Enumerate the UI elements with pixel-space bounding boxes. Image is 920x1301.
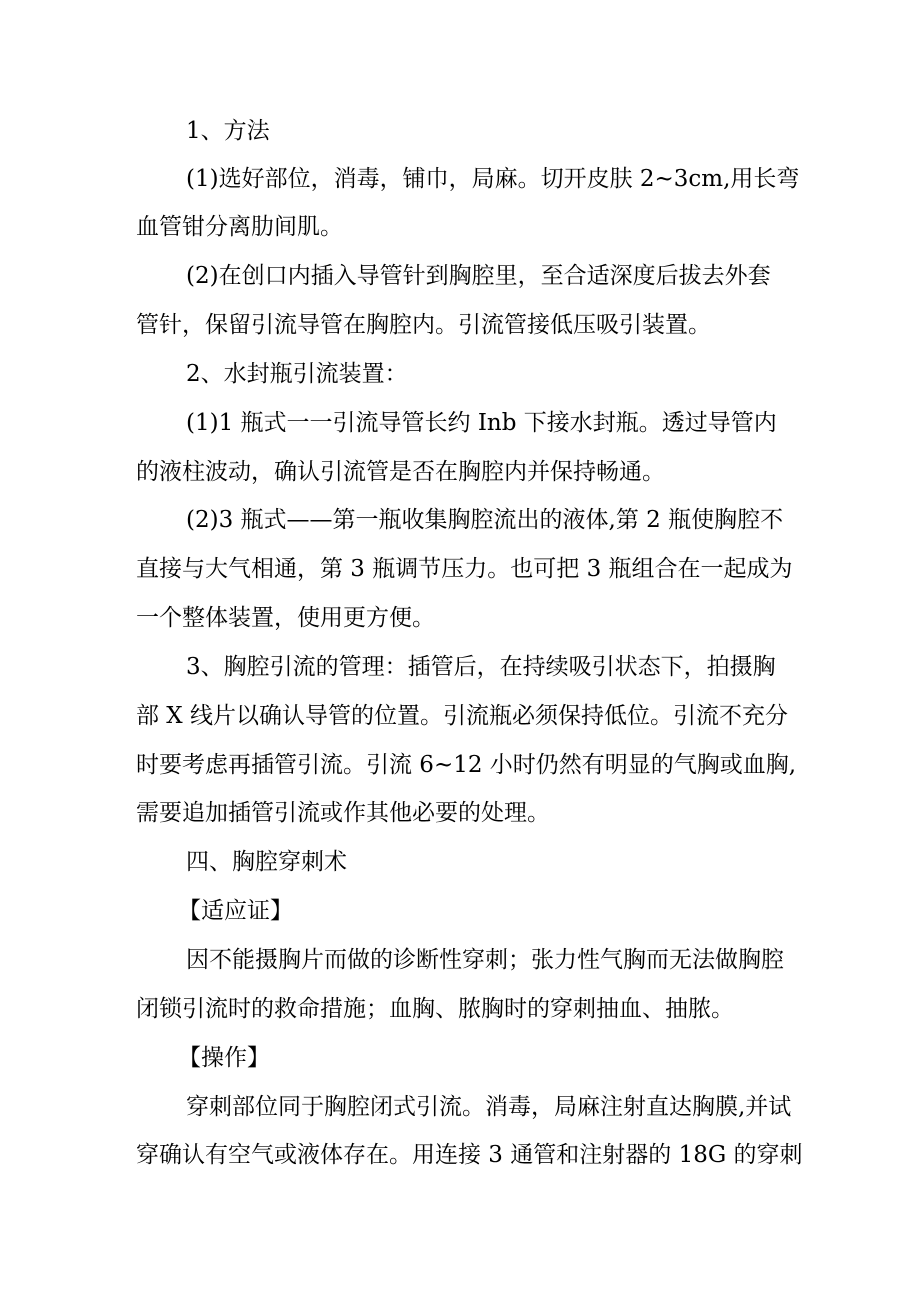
subheading-indications: 【适应证】	[178, 898, 293, 924]
paragraph-line: 因不能摄胸片而做的诊断性穿刺；张力性气胸而无法做胸腔	[186, 947, 784, 973]
paragraph-line: 血管钳分离肋间肌。	[136, 214, 343, 240]
paragraph-line: (2)在创口内插入导管针到胸腔里，至合适深度后拔去外套	[186, 263, 771, 289]
section-heading-water-seal: 2、水封瓶引流装置：	[186, 361, 408, 387]
paragraph-line: 的液柱波动，确认引流管是否在胸腔内并保持畅通。	[136, 459, 665, 485]
paragraph-line: (1)选好部位，消毒，铺巾，局麻。切开皮肤 2~3cm,用长弯	[186, 166, 800, 192]
section-heading-method: 1、方法	[186, 118, 270, 144]
paragraph-line: 穿刺部位同于胸腔闭式引流。消毒，局麻注射直达胸膜,并试	[186, 1094, 792, 1120]
paragraph-line: 管针，保留引流导管在胸腔内。引流管接低压吸引装置。	[136, 312, 711, 338]
paragraph-line: 穿确认有空气或液体存在。用连接 3 通管和注射器的 18G 的穿刺	[136, 1142, 803, 1168]
paragraph-line: 需要追加插管引流或作其他必要的处理。	[136, 800, 550, 826]
subheading-operation: 【操作】	[178, 1045, 270, 1071]
paragraph-line: (1)1 瓶式一一引流导管长约 Inb 下接水封瓶。透过导管内	[186, 410, 777, 436]
paragraph-line: 时要考虑再插管引流。引流 6~12 小时仍然有明显的气胸或血胸,	[136, 752, 797, 778]
section-heading-thoracentesis: 四、胸腔穿刺术	[186, 849, 347, 875]
paragraph-line: (2)3 瓶式——第一瓶收集胸腔流出的液体,第 2 瓶使胸腔不	[186, 507, 784, 533]
paragraph-line: 闭锁引流时的救命措施；血胸、脓胸时的穿刺抽血、抽脓。	[136, 996, 734, 1022]
paragraph-line: 直接与大气相通，第 3 瓶调节压力。也可把 3 瓶组合在一起成为	[136, 556, 793, 582]
paragraph-line: 3、胸腔引流的管理：插管后，在持续吸引状态下，拍摄胸	[186, 654, 776, 680]
paragraph-line: 一个整体装置，使用更方便。	[136, 605, 435, 631]
paragraph-line: 部 X 线片以确认导管的位置。引流瓶必须保持低位。引流不充分	[136, 703, 788, 729]
